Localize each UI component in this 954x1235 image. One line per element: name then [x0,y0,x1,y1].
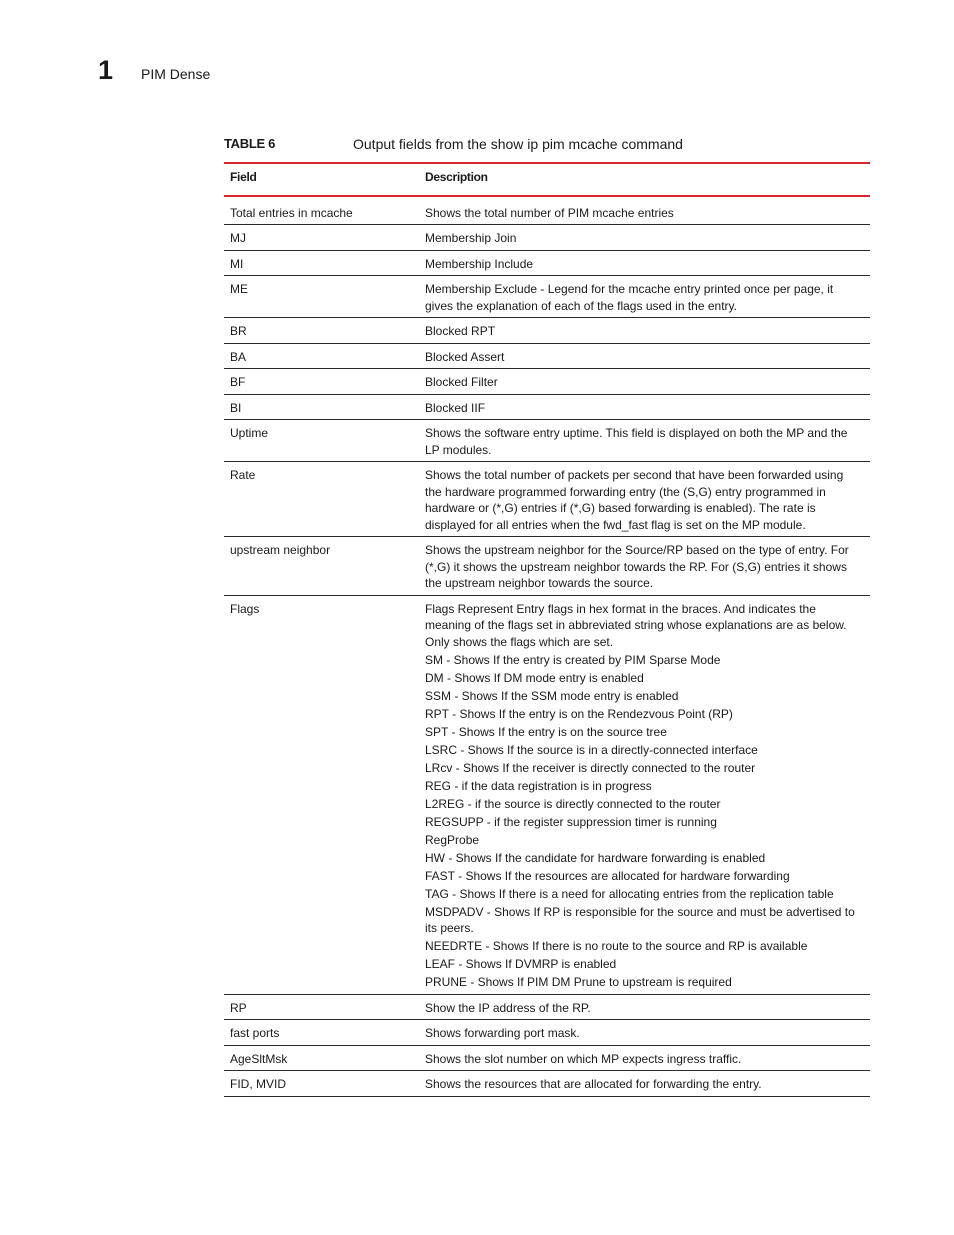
field-cell: Total entries in mcache [224,196,419,225]
field-cell: Rate [224,462,419,537]
field-cell: BF [224,369,419,395]
description-line: Shows the total number of packets per second that have been forwarded using the hardware programmed forwarding entry (the (S,G) entry programmed in hardware or (*,G) entries if (*,G) based forwarding is enabled). The rate is displayed for all entries when the fwd_fast flag is set on the MP module. [425,468,844,532]
description-line: Membership Exclude - Legend for the mcache entry printed once per page, it gives the explanation of each of the flags used in the entry. [425,282,834,313]
description-line: NEEDRTE - Shows If there is no route to the source and RP is available [425,939,808,953]
description-line: Shows forwarding port mask. [425,1026,580,1040]
description-line: Blocked IIF [425,400,486,415]
table-row [224,343,870,369]
description-cell [419,537,870,596]
field-cell: BA [224,343,419,369]
description-line: SM - Shows If the entry is created by PIM Sparse Mode [425,652,721,667]
description-line: LSRC - Shows If the source is in a directly-connected interface [425,742,758,757]
description-line: Shows the total number of PIM mcache entries [425,205,674,220]
field-cell: FID, MVID [224,1071,419,1097]
description-line: LEAF - Shows If DVMRP is enabled [425,957,617,971]
field-cell: BI [224,394,419,420]
description-line: REGSUPP - if the register suppression timer is running [425,814,717,829]
description-line: L2REG - if the source is directly connected to the router [425,796,721,811]
description-line: RPT - Shows If the entry is on the Rendezvous Point (RP) [425,706,733,721]
table-row [224,250,870,276]
table-body [224,196,870,1097]
description-cell [419,394,870,420]
field-cell: ME [224,276,419,318]
description-cell [419,250,870,276]
field-cell: MI [224,250,419,276]
description-cell [419,595,870,994]
description-cell [419,1071,870,1097]
chapter-title: PIM Dense [141,66,211,82]
chapter-number: 1 [98,55,114,85]
table-row [224,394,870,420]
description-cell [419,1045,870,1071]
description-cell [419,1020,870,1046]
description-cell [419,276,870,318]
table-row [224,420,870,462]
field-cell: MJ [224,225,419,251]
description-line: Shows the software entry uptime. This field is displayed on both the MP and the LP modules. [425,426,848,457]
table-row [224,276,870,318]
description-line: HW - Shows If the candidate for hardware forwarding is enabled [425,850,766,865]
table-label: TABLE 6 [224,136,276,151]
description-cell [419,196,870,225]
header-field: Field [224,163,419,196]
description-line: PRUNE - Shows If PIM DM Prune to upstream is required [425,975,732,989]
field-cell: RP [224,994,419,1020]
table-row [224,369,870,395]
header-description: Description [419,163,870,196]
description-line: MSDPADV - Shows If RP is responsible for the source and must be advertised to its peers. [425,904,855,935]
description-line: Membership Include [425,256,534,271]
field-cell: Uptime [224,420,419,462]
description-cell [419,462,870,537]
table-row [224,537,870,596]
field-cell: Flags [224,595,419,994]
table-row [224,196,870,225]
caption-command: show ip pim mcache [490,136,618,152]
field-cell: BR [224,318,419,344]
field-cell: AgeSltMsk [224,1045,419,1071]
description-line: Show the IP address of the RP. [425,1000,591,1015]
description-line: TAG - Shows If there is a need for allocating entries from the replication table [425,886,834,901]
description-line: LRcv - Shows If the receiver is directly connected to the router [425,760,756,775]
table-header-row [224,163,870,196]
description-line: FAST - Shows If the resources are allocated for hardware forwarding [425,868,790,883]
description-cell [419,343,870,369]
table-row [224,225,870,251]
table-row [224,462,870,537]
caption-text-after: command [617,136,683,152]
table-row [224,1045,870,1071]
description-cell [419,994,870,1020]
description-line: RegProbe [425,832,480,847]
description-line: DM - Shows If DM mode entry is enabled [425,670,644,685]
description-cell [419,225,870,251]
table-row [224,595,870,994]
description-line: Blocked Filter [425,375,498,389]
table-row [224,318,870,344]
field-cell: upstream neighbor [224,537,419,596]
description-line: Shows the resources that are allocated for forwarding the entry. [425,1077,762,1091]
description-line: Blocked RPT [425,324,496,338]
description-cell [419,420,870,462]
field-cell: fast ports [224,1020,419,1046]
description-line: SSM - Shows If the SSM mode entry is enabled [425,688,679,703]
description-line: REG - if the data registration is in progress [425,778,652,793]
description-cell [419,369,870,395]
table-row [224,1020,870,1046]
table-row [224,1071,870,1097]
description-line: Blocked Assert [425,349,505,364]
table-row [224,994,870,1020]
description-line: Shows the slot number on which MP expects ingress traffic. [425,1051,742,1066]
description-line: Shows the upstream neighbor for the Source/RP based on the type of entry. For (*,G) it shows the upstream neighbor towards the RP. For (S,G) entries it shows the upstream neighbor towards the source. [425,543,849,590]
caption-text-before: Output fields from the [353,136,491,152]
output-fields-table [224,162,870,1097]
description-line: Flags Represent Entry flags in hex format in the braces. And indicates the meaning of the flags set in abbreviated string whose explanations are as below. Only shows the flags which are set. [425,601,847,649]
description-line: SPT - Shows If the entry is on the source tree [425,724,667,739]
description-line: Membership Join [425,231,517,245]
description-cell [419,318,870,344]
table-title [353,135,683,153]
